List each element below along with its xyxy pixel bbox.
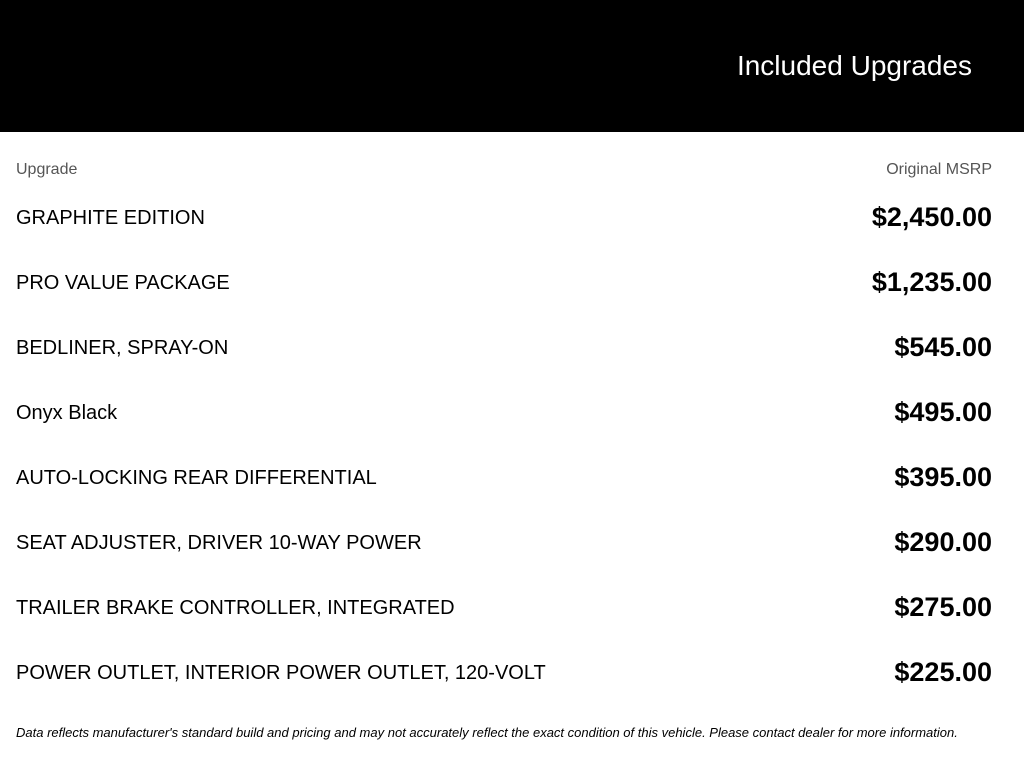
upgrade-name: POWER OUTLET, INTERIOR POWER OUTLET, 120-VOLT	[16, 662, 546, 684]
upgrade-price: $495.00	[894, 397, 992, 427]
upgrade-price: $275.00	[894, 592, 992, 622]
list-item	[16, 455, 992, 520]
header-banner	[0, 0, 1024, 132]
list-item	[16, 325, 992, 390]
list-item	[16, 650, 992, 715]
upgrade-name: BEDLINER, SPRAY-ON	[16, 337, 229, 359]
upgrade-price: $1,235.00	[871, 267, 992, 297]
upgrade-name: GRAPHITE EDITION	[16, 207, 205, 229]
list-item	[16, 195, 992, 260]
upgrade-name: Onyx Black	[16, 402, 118, 424]
upgrade-list	[16, 195, 992, 715]
upgrade-price: $545.00	[894, 332, 992, 362]
upgrade-name: TRAILER BRAKE CONTROLLER, INTEGRATED	[16, 597, 455, 619]
list-item	[16, 585, 992, 650]
list-item	[16, 390, 992, 455]
column-headers	[16, 160, 992, 180]
upgrade-name: PRO VALUE PACKAGE	[16, 272, 230, 294]
list-item	[16, 520, 992, 585]
column-header-upgrade: Upgrade	[16, 161, 78, 178]
disclaimer-text: Data reflects manufacturer's standard build and pricing and may not accurately reflect the exact condition of this vehicle. Please contact dealer for more information.	[16, 725, 958, 740]
upgrade-price: $395.00	[894, 462, 992, 492]
upgrade-name: SEAT ADJUSTER, DRIVER 10-WAY POWER	[16, 532, 422, 554]
upgrade-price: $290.00	[894, 527, 992, 557]
list-item	[16, 260, 992, 325]
column-header-msrp: Original MSRP	[886, 161, 992, 178]
upgrade-price: $225.00	[894, 657, 992, 687]
page-title: Included Upgrades	[736, 50, 972, 81]
upgrade-name: AUTO-LOCKING REAR DIFFERENTIAL	[16, 467, 377, 489]
upgrade-price: $2,450.00	[871, 202, 992, 232]
